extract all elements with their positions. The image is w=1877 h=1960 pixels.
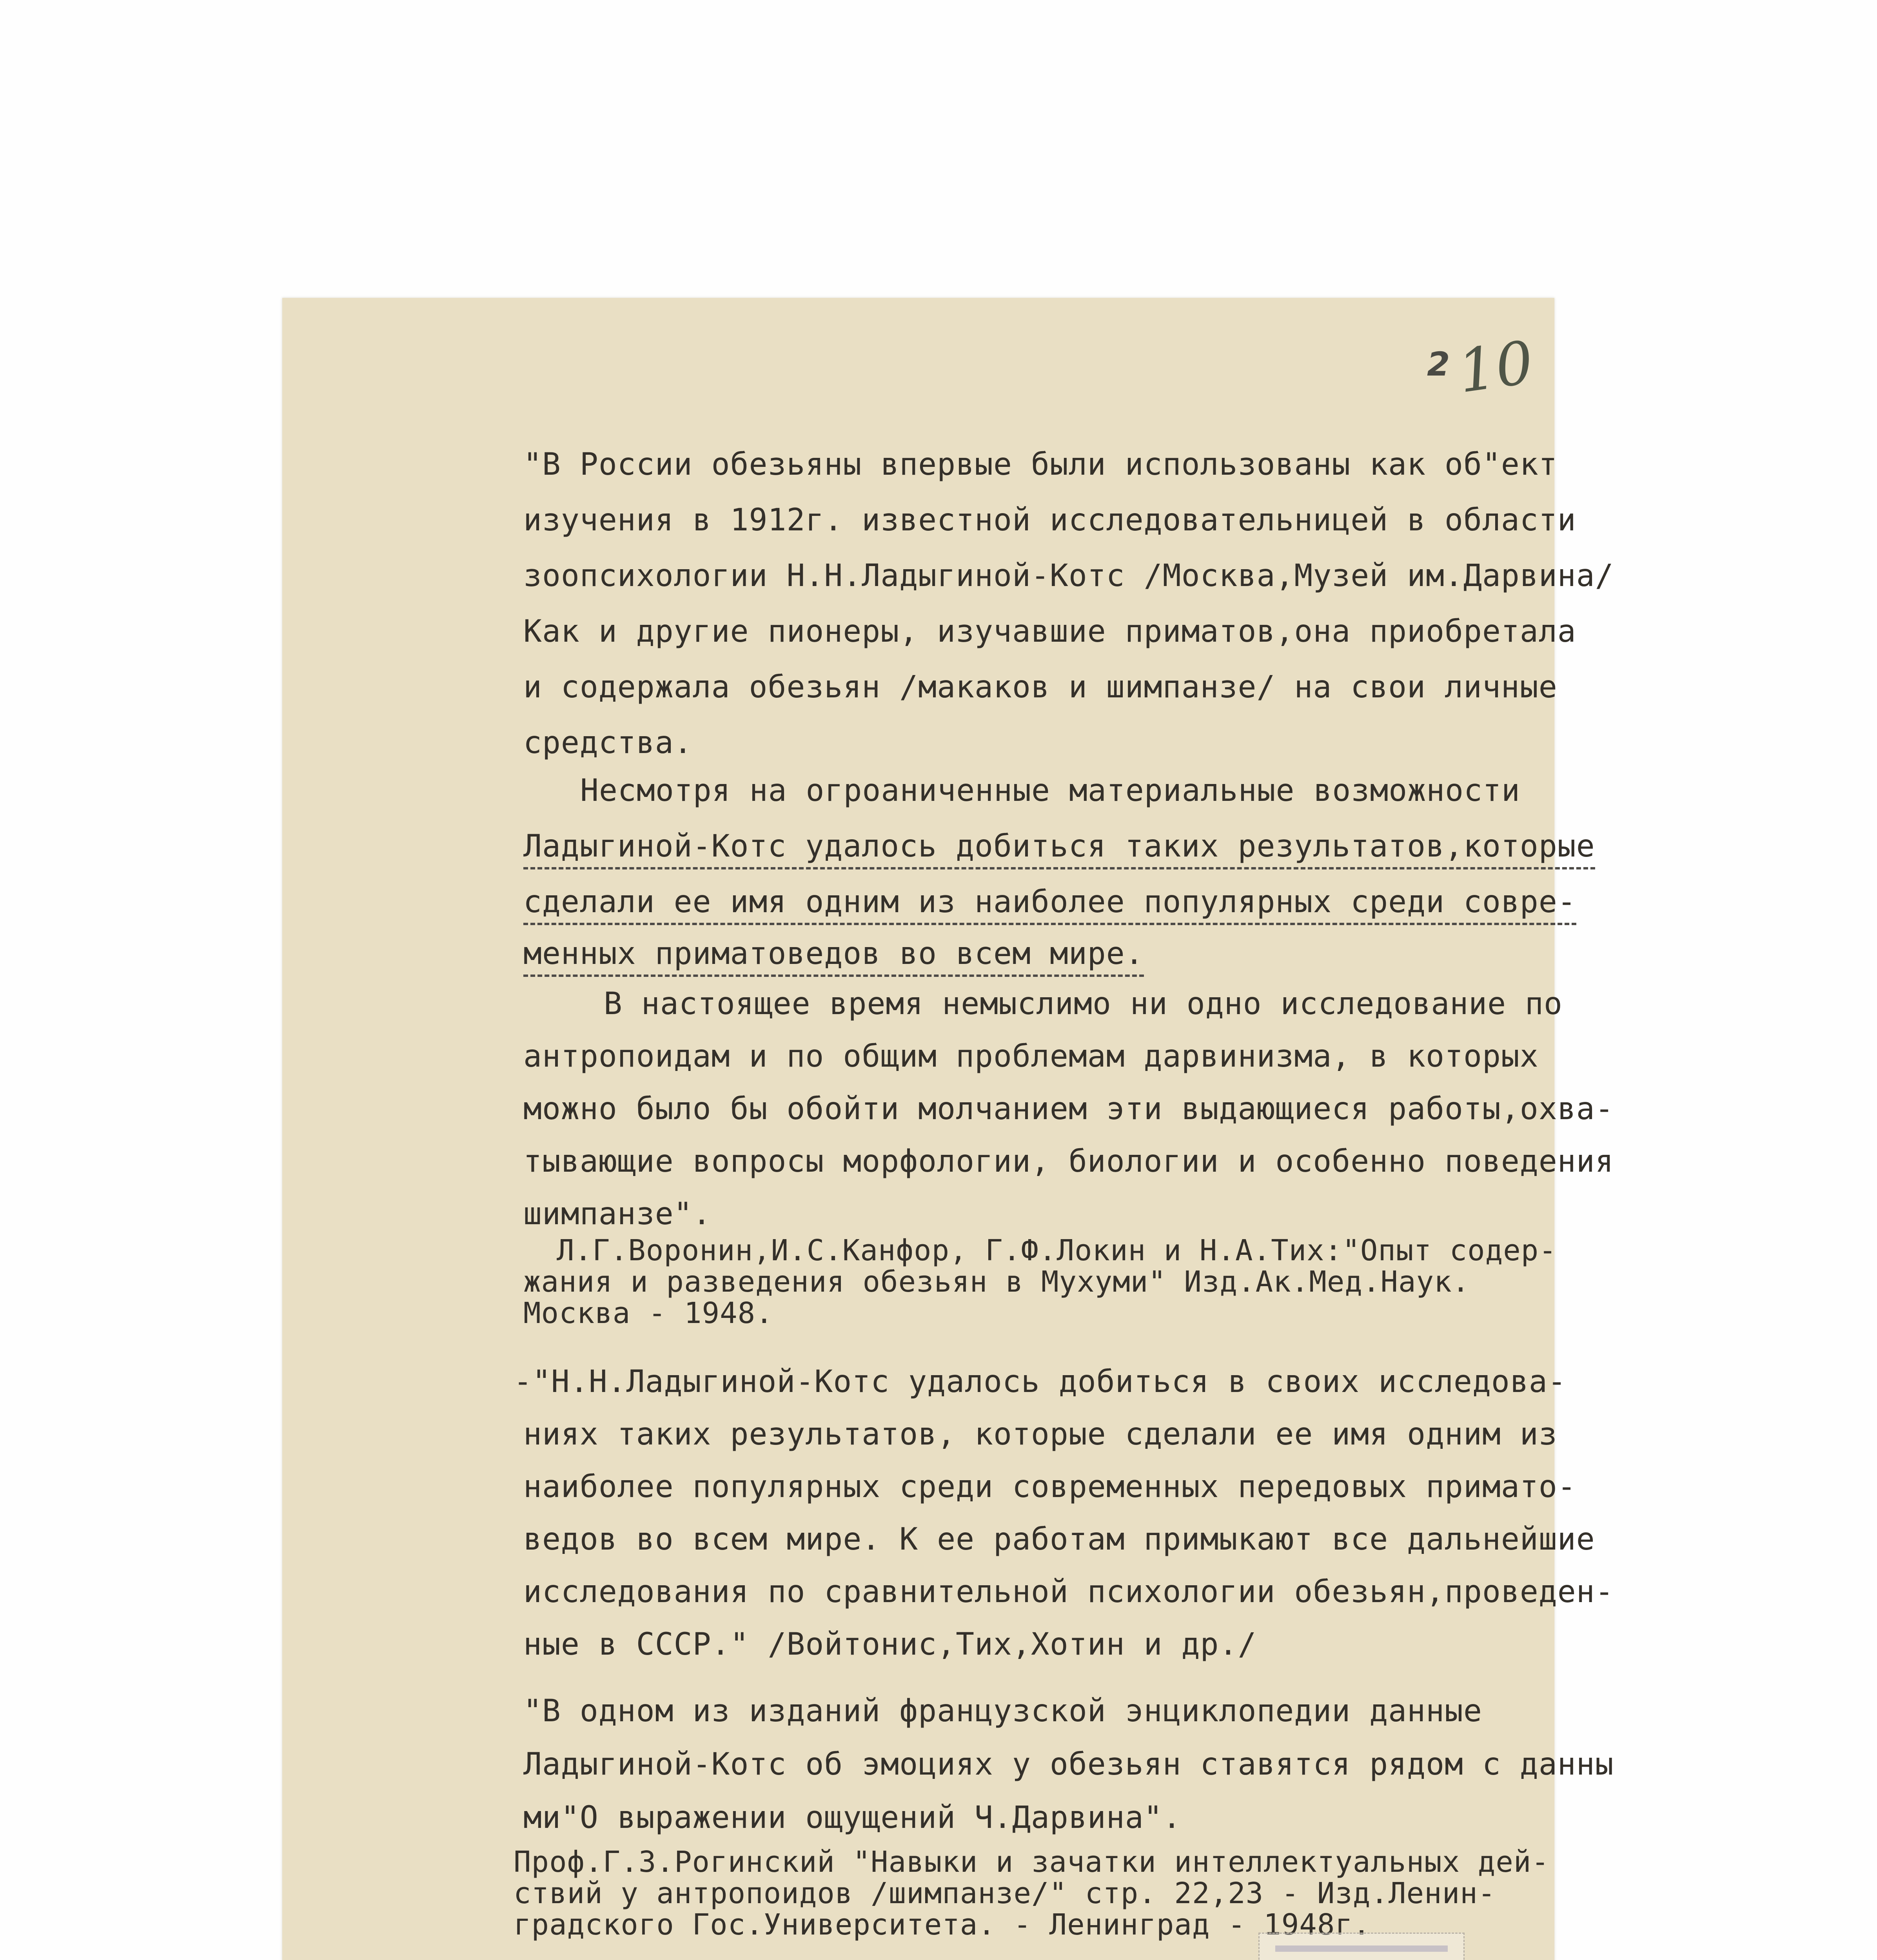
archive-stamp	[1258, 1933, 1465, 1960]
citation-1-line: Л.Г.Воронин,И.С.Канфор, Г.Ф.Локин и Н.А.Тих:"Опыт содер-	[557, 1234, 1557, 1267]
paragraph-3-line: можно было бы обойти молчанием эти выдающиеся работы,охва-	[523, 1091, 1614, 1127]
quote-2-line: исследования по сравнительной психологии обезьян,проведен-	[523, 1574, 1614, 1610]
paragraph-2-line-underlined: Ладыгиной-Котс удалось добиться таких результатов,которые	[523, 829, 1595, 869]
quote-1-line: и содержала обезьян /макаков и шимпанзе/ на свои личные	[523, 670, 1558, 705]
paragraph-3-line: тывающие вопросы морфологии, биологии и особенно поведения	[523, 1144, 1614, 1179]
paragraph-3-line: шимпанзе".	[523, 1196, 712, 1232]
quote-1-line: средства.	[523, 725, 693, 760]
quote-2-line: -"Н.Н.Ладыгиной-Котс удалось добиться в своих исследова-	[514, 1364, 1567, 1399]
page-number: 2	[1427, 345, 1450, 383]
citation-1-line: жания и разведения обезьян в Мухуми" Изд.Ак.Мед.Наук.	[523, 1265, 1470, 1299]
citation-2-line: ствий у антропоидов /шимпанзе/" стр. 22,23 - Изд.Ленин-	[514, 1877, 1496, 1910]
quote-1-line: изучения в 1912г. известной исследовательницей в области	[523, 503, 1576, 538]
quote-3-line: Ладыгиной-Котс об эмоциях у обезьян ставятся рядом с данны	[523, 1747, 1614, 1782]
quote-2-line: ниях таких результатов, которые сделали ее имя одним из	[523, 1417, 1558, 1452]
quote-2-line: ведов во всем мире. К ее работам примыкают все дальнейшие	[523, 1522, 1595, 1557]
paragraph-2-line-underlined: менных приматоведов во всем мире.	[523, 936, 1144, 977]
quote-2-line: ные в СССР." /Войтонис,Тих,Хотин и др./	[523, 1627, 1257, 1662]
handwritten-folio-number: 10	[1454, 328, 1538, 407]
citation-1-line: Москва - 1948.	[523, 1296, 773, 1330]
citation-2-line: градского Гос.Университета. - Ленинград - 1948г.	[514, 1908, 1371, 1942]
quote-1-line: "В России обезьяны впервые были использованы как об"ект	[523, 447, 1558, 482]
quote-2-line: наиболее популярных среди современных передовых примато-	[523, 1469, 1576, 1504]
paragraph-3-line: антропоидам и по общим проблемам дарвинизма, в которых	[523, 1039, 1539, 1074]
quote-1-line: зоопсихологии Н.Н.Ладыгиной-Котс /Москва,Музей им.Дарвина/	[523, 558, 1614, 593]
quote-1-line: Как и другие пионеры, изучавшие приматов,она приобретала	[523, 614, 1576, 649]
paragraph-2-line-underlined: сделали ее имя одним из наиболее популярных среди совре-	[523, 884, 1576, 925]
paragraph-3-line: В настоящее время немыслимо ни одно исследование по	[604, 986, 1563, 1022]
citation-2-line: Проф.Г.З.Рогинский "Навыки и зачатки интеллектуальных дей-	[514, 1845, 1550, 1879]
quote-3-line: ми"О выражении ощущений Ч.Дарвина".	[523, 1800, 1182, 1835]
quote-3-line: "В одном из изданий французской энциклопедии данные	[523, 1693, 1482, 1729]
paragraph-2-line: Несмотря на огроаниченные материальные возможности	[580, 773, 1520, 808]
